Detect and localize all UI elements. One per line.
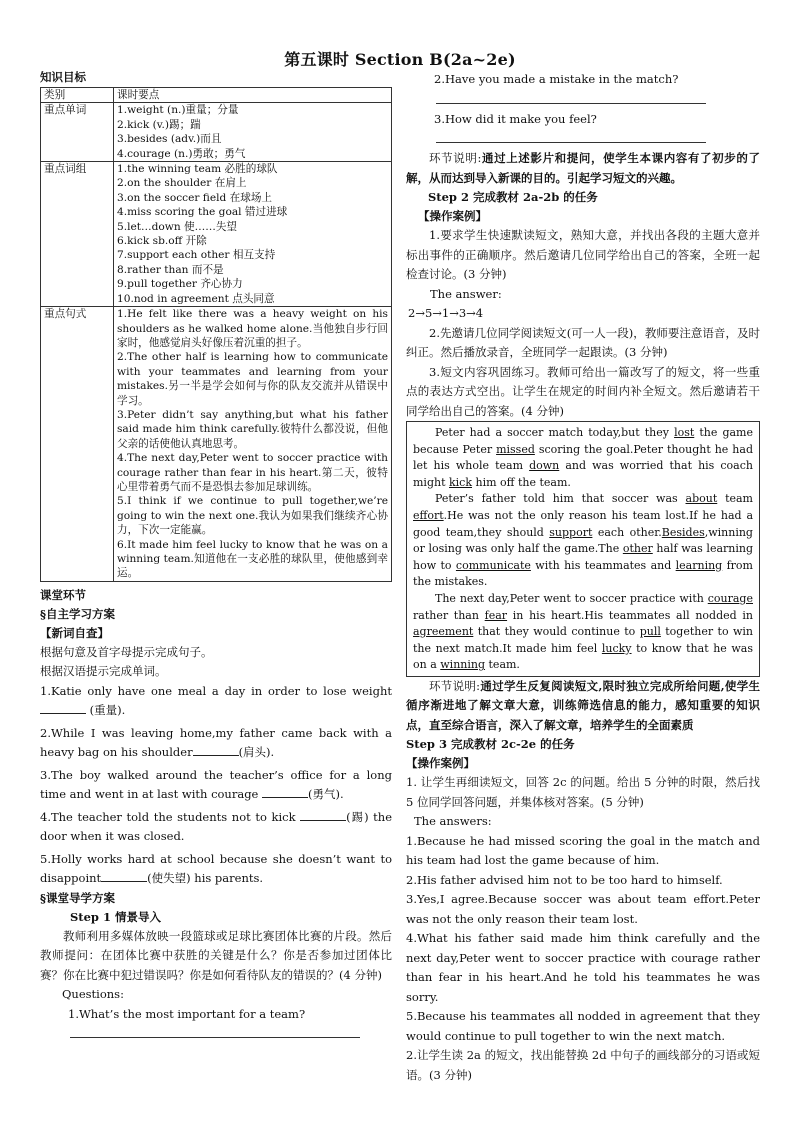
passage-text: scoring the goal.Peter thought he had let his whole team bbox=[413, 442, 753, 473]
list-item: 3.besides (adv.)而且 bbox=[117, 133, 222, 146]
exercise-hint: (使失望) his parents. bbox=[147, 871, 264, 886]
underlined-word: support bbox=[549, 525, 593, 539]
list-item: 2.The other half is learning how to communicate with your teammates and learning from your mistakes.另一半是学会如何与你的队友交流并从错误中学习。 bbox=[117, 351, 388, 407]
underlined-word: lucky bbox=[601, 641, 632, 655]
list-item: 7.support each other 相互支持 bbox=[117, 249, 276, 262]
question-1: 1.What’s the most important for a team? bbox=[68, 1006, 306, 1021]
underlined-word: missed bbox=[496, 442, 535, 456]
table-header-category: 类别 bbox=[41, 88, 114, 103]
underlined-word: kick bbox=[449, 475, 473, 489]
step3-para-1: 1. 让学生再细读短文，回答 2c 的问题。给出 5 分钟的时限，然后找 5 位同学回答问题，并集体核对答案。(5 分钟) bbox=[406, 775, 760, 809]
exercise-text: 1.Katie only have one meal a day in order to lose weight bbox=[40, 683, 392, 698]
answer-sequence: 2→5→1→3→4 bbox=[408, 306, 484, 320]
exercise-hint: (肩头). bbox=[238, 745, 275, 760]
underlined-word: learning bbox=[675, 558, 723, 572]
underlined-word: effort bbox=[413, 508, 444, 522]
exercise-hint: (重量). bbox=[86, 703, 126, 718]
rewritten-passage bbox=[406, 421, 760, 677]
answer-label: The answer: bbox=[430, 286, 502, 301]
answer-item: 4.What his father said made him think carefully and the next day,Peter went to soccer practice with courage rather than fear in his heart.And he told his teammates he was sorry. bbox=[406, 931, 760, 1004]
table-header-row bbox=[41, 88, 392, 103]
underlined-word: fear bbox=[484, 608, 508, 622]
category-cell: 重点词组 bbox=[41, 162, 114, 307]
exercise-text: 5.Holly works hard at school because she doesn’t want to disappoint bbox=[40, 851, 392, 886]
passage-text: rather than bbox=[413, 608, 485, 622]
answer-line[interactable] bbox=[70, 1036, 360, 1038]
note-text: 通过学生反复阅读短文,限时独立完成所给问题,使学生循序渐进地了解文章大意，训练筛选信息的能力，感知重要的知识点，直至综合语言，深入了解文章，培养学生的全面素质 bbox=[406, 678, 760, 732]
self-study-heading: §自主学习方案 bbox=[40, 606, 116, 621]
list-item: 6.kick sb.off 开除 bbox=[117, 235, 207, 248]
exercise-text: 3.The boy walked around the teacher’s office for a long time and went in at last with courage bbox=[40, 767, 392, 802]
left-column bbox=[40, 68, 392, 1044]
passage-text: .He was not the only reason his team lost.If he had a good team,they should bbox=[413, 508, 753, 539]
list-item: 3.Peter didn’t say anything,but what his father said made him think carefully.彼特什么都没说，但他父亲的话使他认真地思考。 bbox=[117, 408, 388, 450]
table-row-words bbox=[41, 103, 392, 162]
list-item: 1.weight (n.)重量；分量 bbox=[117, 104, 239, 117]
answer-item: 5.Because his teammates all nodded in agreement that they would continue to pull together to win the next match. bbox=[406, 1009, 760, 1043]
list-item: 5.I think if we continue to pull together,we’re going to win the next one.我认为如果我们继续齐心协力，下次一定能赢。 bbox=[117, 495, 388, 537]
note-2 bbox=[406, 677, 760, 736]
passage-text: the game because Peter bbox=[413, 426, 753, 456]
instruction-1: 根据句意及首字母提示完成句子。 bbox=[40, 644, 213, 659]
points-cell bbox=[114, 103, 392, 162]
answer-item: 1.Because he had missed scoring the goal in the match and his team had lost the game because of him. bbox=[406, 833, 760, 868]
answer-blank[interactable] bbox=[193, 744, 239, 756]
underlined-word: other bbox=[622, 542, 653, 556]
knowledge-heading: 知识目标 bbox=[40, 70, 86, 84]
answers-label: The answers: bbox=[414, 814, 492, 829]
passage-text: half was learning how to bbox=[413, 542, 753, 572]
list-item: 4.The next day,Peter went to soccer practice with courage rather than fear in his heart.第二天，彼特心里带着勇气而不是恐惧去参加足球训练。 bbox=[117, 452, 388, 493]
exercise-item bbox=[40, 724, 392, 763]
step2-para-2: 2.先邀请几位同学阅读短文(可一人一段)，教师要注意语音，及时纠正。然后播放录音，全班同学一起跟读。(3 分钟) bbox=[406, 325, 760, 359]
passage-text: team. bbox=[485, 658, 520, 672]
exercise-item bbox=[40, 766, 392, 805]
list-item: 4.courage (n.)勇敢；勇气 bbox=[117, 147, 246, 160]
step1-title: Step 1 情景导入 bbox=[70, 909, 161, 924]
passage-text: The next day,Peter went to soccer practice with bbox=[435, 591, 708, 605]
question-2: 2.Have you made a mistake in the match? bbox=[434, 72, 679, 86]
exercise-hint: (勇气). bbox=[308, 787, 344, 802]
exercise-text: 2.While I was leaving home,my father came back with a heavy bag on his shoulder bbox=[40, 725, 392, 760]
passage-text: that they would continue to bbox=[473, 625, 640, 639]
points-cell bbox=[114, 162, 392, 307]
underlined-word: lost bbox=[674, 426, 695, 439]
exercise-item bbox=[40, 682, 392, 721]
underlined-word: communicate bbox=[455, 558, 531, 572]
points-cell bbox=[114, 307, 392, 582]
step3-title: Step 3 完成教材 2c-2e 的任务 bbox=[406, 737, 575, 752]
passage-text: and was worried that his coach might bbox=[413, 459, 753, 489]
passage-text: together to win the next match.It made him feel bbox=[413, 625, 754, 655]
answer-blank[interactable] bbox=[300, 809, 346, 821]
table-header-points: 课时要点 bbox=[114, 88, 392, 103]
answer-item: 3.Yes,I agree.Because soccer was about team effort.Peter was not the only reason their team lost. bbox=[406, 892, 760, 926]
passage-text: Peter’s father told him that soccer was bbox=[435, 492, 686, 506]
passage-text: with his teammates and bbox=[530, 558, 676, 572]
answer-line[interactable] bbox=[436, 102, 706, 104]
passage-paragraph bbox=[413, 591, 753, 674]
underlined-word: agreement bbox=[413, 625, 474, 639]
case-heading: 【操作案例】 bbox=[406, 756, 475, 771]
case-heading: 【操作案例】 bbox=[418, 209, 487, 223]
class-heading: 课堂环节 bbox=[40, 587, 86, 602]
step2-para-3: 3.短文内容巩固练习。教师可给出一篇改写了的短文，将一些重点的表达方式空出。让学生在规定的时间内补全短文。然后邀请若干同学给出自己的答案。(4 分钟) bbox=[406, 364, 760, 418]
step2-para-1: 1.要求学生快速默读短文，熟知大意，并找出各段的主题大意并标出事件的正确顺序。然后邀请几位同学给出自己的答案，全班一起检查讨论。(3 分钟) bbox=[406, 228, 760, 281]
note-label: 环节说明: bbox=[429, 151, 482, 165]
passage-text: each other. bbox=[592, 525, 662, 539]
underlined-word: about bbox=[685, 492, 718, 506]
passage-paragraph bbox=[413, 491, 753, 591]
guide-heading: §课堂导学方案 bbox=[40, 890, 116, 905]
underlined-word: down bbox=[529, 459, 560, 473]
category-cell: 重点单词 bbox=[41, 103, 114, 162]
underlined-word: courage bbox=[707, 591, 753, 605]
knowledge-table bbox=[40, 87, 392, 582]
step3-para-2: 2.让学生读 2a 的短文，找出能替换 2d 中句子的画线部分的习语或短语。(3 分钟) bbox=[406, 1048, 760, 1082]
passage-text: team bbox=[717, 492, 753, 506]
note-label: 环节说明: bbox=[429, 678, 481, 693]
list-item: 8.rather than 而不是 bbox=[117, 263, 224, 276]
underlined-word: winning bbox=[440, 658, 486, 672]
list-item: 10.nod in agreement 点头同意 bbox=[117, 292, 275, 305]
exercise-hint: (踢) the door when it was closed. bbox=[40, 809, 392, 844]
exercise-item bbox=[40, 808, 392, 847]
answer-blank[interactable] bbox=[101, 870, 147, 882]
list-item: 9.pull together 齐心协力 bbox=[117, 278, 243, 291]
new-words-heading: 【新词自查】 bbox=[40, 625, 109, 640]
passage-text: him off the team. bbox=[472, 475, 571, 489]
answer-blank[interactable] bbox=[262, 786, 308, 798]
list-item: 4.miss scoring the goal 错过进球 bbox=[117, 206, 288, 219]
category-cell: 重点句式 bbox=[41, 307, 114, 582]
underlined-word: Besides bbox=[661, 525, 705, 539]
passage-text: in his heart.His teammates all nodded in bbox=[507, 608, 754, 622]
answer-line[interactable] bbox=[436, 141, 706, 143]
exercise-item bbox=[40, 850, 392, 889]
table-row-phrases bbox=[41, 162, 392, 307]
list-item: 5.let…down 使……失望 bbox=[117, 220, 238, 233]
question-3: 3.How did it make you feel? bbox=[434, 111, 597, 126]
step2-title: Step 2 完成教材 2a-2b 的任务 bbox=[428, 190, 598, 204]
right-column bbox=[406, 70, 760, 1085]
answer-blank[interactable] bbox=[40, 702, 86, 714]
table-row-sentences bbox=[41, 307, 392, 582]
list-item: 1.He felt like there was a heavy weight on his shoulders as he walked home alone.当他独自步行回家时，他感觉肩头好像压着沉重的担子。 bbox=[117, 308, 388, 349]
passage-text: from the mistakes. bbox=[413, 558, 753, 589]
page-title: 第五课时 Section B(2a~2e) bbox=[284, 50, 516, 69]
answer-item: 2.His father advised him not to be too hard to himself. bbox=[406, 872, 723, 887]
instruction-2: 根据汉语提示完成单词。 bbox=[40, 664, 167, 679]
list-item: 2.kick (v.)踢；踹 bbox=[117, 118, 201, 131]
note-text: 通过上述影片和提问，使学生本课内容有了初步的了解，从而达到导入新课的目的。引起学习短文的兴趣。 bbox=[406, 151, 761, 185]
list-item: 1.the winning team 必胜的球队 bbox=[117, 163, 278, 176]
step1-text: 教师利用多媒体放映一段篮球或足球比赛团体比赛的片段。然后教师提问：在团体比赛中获胜的关键是什么？你是否参加过团体比赛？你在比赛中犯过错误吗？你是如何看待队友的错误的？(4 分钟) bbox=[40, 928, 392, 982]
exercise-text: 4.The teacher told the students not to kick bbox=[40, 809, 301, 824]
underlined-word: pull bbox=[639, 625, 661, 639]
questions-label: Questions: bbox=[62, 987, 124, 1002]
list-item: 6.It made him feel lucky to know that he was on a winning team.知道他在一支必胜的球队里，使他感到幸运。 bbox=[117, 538, 388, 580]
passage-text: Peter had a soccer match today,but they bbox=[435, 426, 675, 439]
passage-text: to know that he was on a bbox=[413, 641, 754, 672]
passage-paragraph bbox=[413, 425, 753, 491]
list-item: 3.on the soccer field 在球场上 bbox=[117, 191, 273, 204]
note-1 bbox=[406, 149, 760, 188]
list-item: 2.on the shoulder 在肩上 bbox=[117, 177, 247, 190]
passage-text: ,winning or losing was only half the game.The bbox=[413, 525, 753, 556]
